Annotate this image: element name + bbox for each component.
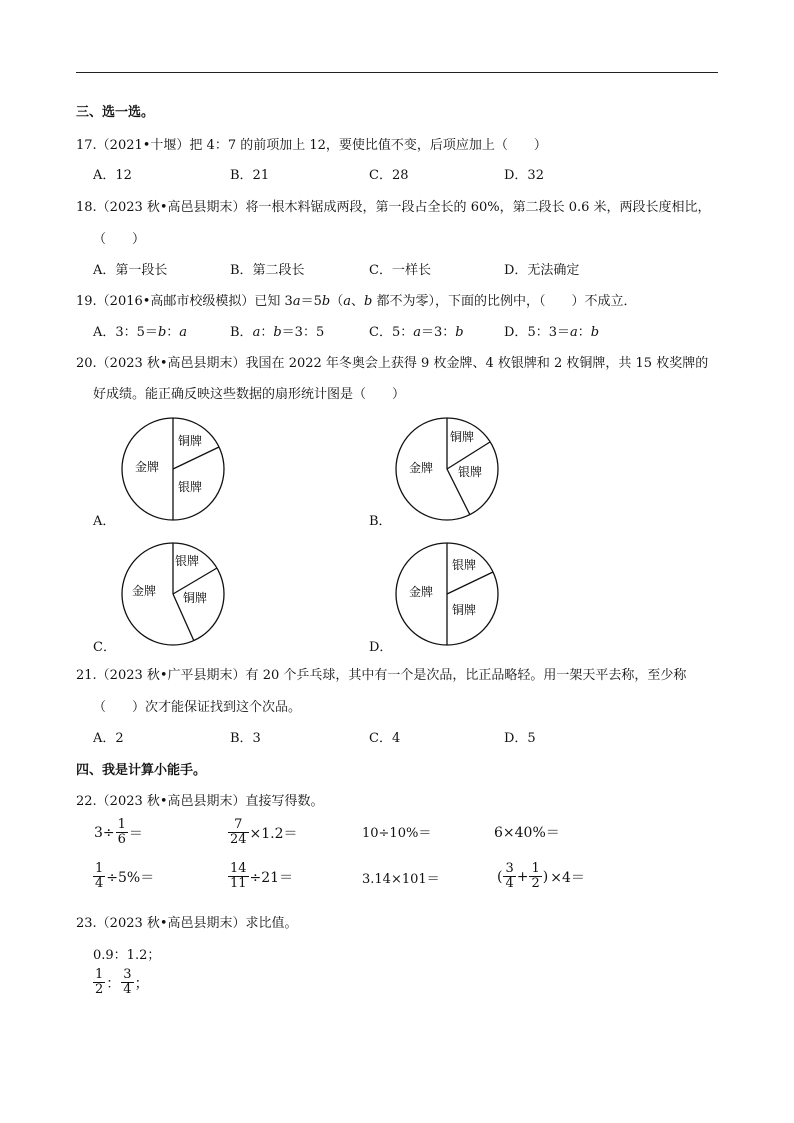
q23-line-1: 0.9：1.2； [93, 948, 161, 963]
pie-d-label-gold: 金牌 [409, 585, 434, 599]
q21-text: 21.（2023 秋•广平县期末）有 20 个乒乓球，其中有一个是次品，比正品略轻。用一架天平去称，至少称 [76, 668, 687, 683]
q21-text-cont: （ ）次才能保证找到这个次品。 [93, 700, 302, 715]
q21-option-c[interactable]: C．4 [369, 731, 401, 746]
q18-option-d[interactable]: D．无法确定 [504, 263, 580, 278]
pie-c-label-bronze: 铜牌 [183, 591, 208, 605]
q20-option-a[interactable]: A． [93, 514, 116, 529]
section-3-title: 三、选一选。 [76, 105, 155, 120]
q18-option-a[interactable]: A．第一段长 [93, 263, 168, 278]
q21-option-d[interactable]: D．5 [504, 731, 536, 746]
q19-option-b[interactable]: B．a：b＝3：5 [230, 325, 325, 340]
q17-option-b[interactable]: B．21 [230, 168, 270, 183]
q20-option-b[interactable]: B． [369, 514, 392, 529]
q22-expr-4: 6×40%＝ [494, 825, 560, 841]
pie-a-label-silver: 银牌 [178, 480, 203, 494]
pie-a-label-bronze: 铜牌 [178, 434, 203, 448]
q17-option-d[interactable]: D．32 [504, 168, 544, 183]
q22-expr-6: $\frac{14}{11}$ ÷21＝ [230, 861, 294, 891]
q21-option-a[interactable]: A．2 [93, 731, 124, 746]
q20-text-cont: 好成绩。能正确反映这些数据的扇形统计图是（ ） [93, 387, 406, 402]
pie-b-label-gold: 金牌 [409, 461, 434, 475]
section-4-title: 四、我是计算小能手。 [76, 763, 207, 778]
q17-option-c[interactable]: C．28 [369, 168, 409, 183]
q22-expr-1: 3÷ $\frac{1}{6}$ ＝ [94, 817, 143, 847]
q20-option-d[interactable]: D． [369, 640, 393, 655]
pie-d-label-bronze: 铜牌 [452, 603, 477, 617]
pie-c-label-silver: 银牌 [175, 554, 200, 568]
q22-expr-7: 3.14×101＝ [362, 872, 440, 887]
pie-c-label-gold: 金牌 [132, 584, 157, 598]
q21-option-b[interactable]: B．3 [230, 731, 261, 746]
q22-expr-3: 10÷10%＝ [362, 826, 432, 841]
pie-chart-c[interactable] [118, 539, 228, 649]
q22-expr-2: $\frac{7}{24}$ ×1.2＝ [230, 817, 298, 847]
pie-chart-a[interactable] [118, 414, 228, 524]
header-rule [76, 72, 718, 73]
q23-line-2: $\frac{1}{2}$ ： $\frac{3}{4}$ ； [95, 967, 149, 997]
q20-text: 20.（2023 秋•高邑县期末）我国在 2022 年冬奥会上获得 9 枚金牌、4 枚银牌和 2 枚铜牌，共 15 枚奖牌的 [76, 356, 709, 371]
q22-expr-8: ( $\frac{3}{4}$ + $\frac{1}{2}$ ) ×4＝ [497, 861, 585, 891]
pie-d-label-silver: 银牌 [452, 558, 477, 572]
pie-b-label-silver: 银牌 [458, 465, 483, 479]
q20-option-c[interactable]: C． [93, 640, 116, 655]
q17-option-a[interactable]: A．12 [93, 168, 132, 183]
pie-b-label-bronze: 铜牌 [450, 430, 475, 444]
q19-option-c[interactable]: C．5：a＝3：b [369, 325, 464, 340]
q19-option-a[interactable]: A．3：5＝b：a [93, 325, 188, 340]
q23-text: 23.（2023 秋•高邑县期末）求比值。 [76, 916, 298, 931]
q18-text: 18.（2023 秋•高邑县期末）将一根木料锯成两段，第一段占全长的 60%，第二段长 0.6 米，两段长度相比， [76, 200, 711, 215]
q18-option-b[interactable]: B．第二段长 [230, 263, 305, 278]
q17-text: 17.（2021•十堰）把 4：7 的前项加上 12，要使比值不变，后项应加上（ ） [76, 138, 547, 153]
q19-text: 19.（2016•高邮市校级模拟）已知 3a＝5b（a、b 都不为零），下面的比例中，（ ）不成立． [76, 294, 637, 309]
q19-option-d[interactable]: D．5：3＝a：b [504, 325, 600, 340]
pie-chart-d[interactable] [392, 539, 502, 649]
q18-text-cont: （ ） [93, 232, 146, 247]
pie-chart-b[interactable] [392, 414, 502, 524]
q18-option-c[interactable]: C．一样长 [369, 263, 431, 278]
pie-a-label-gold: 金牌 [135, 460, 160, 474]
q22-text: 22.（2023 秋•高邑县期末）直接写得数。 [76, 794, 324, 809]
q22-expr-5: $\frac{1}{4}$ ÷5%＝ [95, 861, 155, 891]
